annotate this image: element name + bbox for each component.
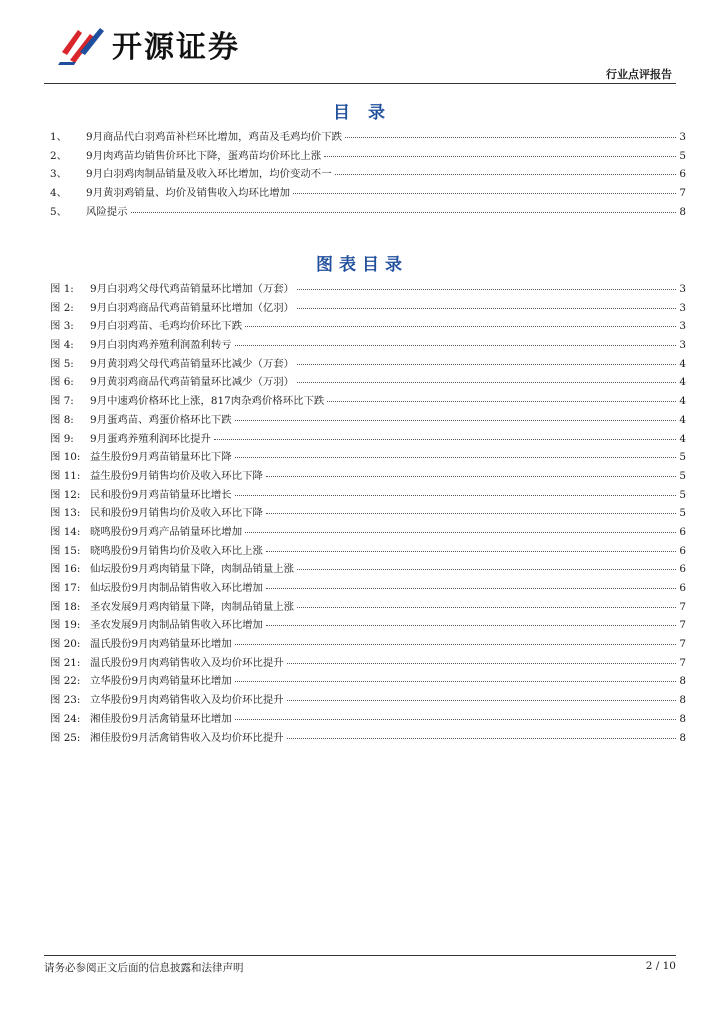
figure-entry[interactable] xyxy=(50,710,686,729)
figure-entry[interactable] xyxy=(50,336,686,355)
contents-list xyxy=(50,128,686,221)
figure-entry[interactable] xyxy=(50,280,686,299)
figure-entry-number: 图 7: xyxy=(50,395,74,408)
figure-entry[interactable] xyxy=(50,373,686,392)
dot-leader xyxy=(287,700,677,701)
figure-entry[interactable] xyxy=(50,299,686,318)
figure-entry-number: 图 3: xyxy=(50,320,74,333)
dot-leader xyxy=(335,174,677,175)
contents-entry-number: 3、 xyxy=(50,168,68,181)
figure-entry-number: 图 18: xyxy=(50,600,81,613)
figure-entry-page: 6 xyxy=(679,544,686,557)
figure-entry-title: 温氏股份9月肉鸡销售收入及均价环比提升 xyxy=(90,656,284,669)
dot-leader xyxy=(293,193,676,194)
contents-entry-number: 5、 xyxy=(50,205,68,218)
dot-leader xyxy=(324,156,676,157)
figure-entry-title: 仙坛股份9月肉制品销售收入环比增加 xyxy=(90,582,263,594)
figures-title: 图表目录 xyxy=(316,255,408,275)
figure-entry-page: 7 xyxy=(679,619,686,632)
dot-leader xyxy=(297,569,676,570)
contents-entry[interactable] xyxy=(50,184,686,203)
figure-entry-title: 湘佳股份9月活禽销量环比增加 xyxy=(90,712,232,725)
figure-entry-number: 图 20: xyxy=(50,638,81,651)
figure-entry-number: 图 16: xyxy=(50,563,81,576)
figure-entry-page: 6 xyxy=(679,582,686,594)
figure-entry[interactable] xyxy=(50,486,686,505)
contents-entry[interactable] xyxy=(50,203,686,222)
figure-entry-number: 图 15: xyxy=(50,544,81,557)
contents-entry-page: 6 xyxy=(679,168,686,181)
dot-leader xyxy=(245,532,676,533)
figure-entry-page: 7 xyxy=(679,638,686,651)
figures-list xyxy=(50,280,686,747)
figure-entry-title: 9月黄羽鸡商品代鸡苗销量环比减少（万羽） xyxy=(90,376,295,389)
figure-entry-title: 民和股份9月鸡苗销量环比增长 xyxy=(90,488,232,501)
figure-entry[interactable] xyxy=(50,560,686,579)
figure-entry-title: 9月白羽鸡商品代鸡苗销量环比增加（亿羽） xyxy=(90,301,295,314)
figure-entry-number: 图 14: xyxy=(50,525,81,538)
figure-entry-title: 9月白羽鸡父母代鸡苗销量环比增加（万套） xyxy=(90,283,295,295)
dot-leader xyxy=(297,289,676,290)
figure-entry-page: 8 xyxy=(679,675,686,688)
figure-entry-page: 4 xyxy=(679,395,686,408)
dot-leader xyxy=(345,137,676,138)
dot-leader xyxy=(235,457,677,458)
contents-entry-page: 3 xyxy=(679,131,686,143)
figure-entry-title: 9月白羽肉鸡养殖利润盈利转亏 xyxy=(90,339,232,352)
contents-entry-page: 7 xyxy=(679,187,686,200)
figure-entry-page: 4 xyxy=(679,357,686,370)
figure-entry-number: 图 1: xyxy=(50,283,74,295)
dot-leader xyxy=(297,364,676,365)
figure-entry-page: 7 xyxy=(679,600,686,613)
figure-entry-page: 8 xyxy=(679,731,686,744)
dot-leader xyxy=(235,719,677,720)
dot-leader xyxy=(327,401,676,402)
figure-entry-title: 9月中速鸡价格环比上涨，817肉杂鸡价格环比下跌 xyxy=(90,395,325,408)
figure-entry-number: 图 2: xyxy=(50,301,74,314)
figure-entry-title: 益生股份9月销售均价及收入环比下降 xyxy=(90,469,263,482)
footer-divider xyxy=(44,955,676,956)
contents-entry[interactable] xyxy=(50,147,686,166)
figure-entry[interactable] xyxy=(50,430,686,449)
figure-entry-number: 图 4: xyxy=(50,339,74,352)
figure-entry-number: 图 21: xyxy=(50,656,81,669)
report-type-label: 行业点评报告 xyxy=(606,68,672,81)
figure-entry-title: 晓鸣股份9月销售均价及收入环比上涨 xyxy=(90,544,263,557)
figure-entry-title: 立华股份9月肉鸡销量环比增加 xyxy=(90,675,232,688)
contents-entry-title: 9月肉鸡苗均销售价环比下降，蛋鸡苗均价环比上涨 xyxy=(86,149,322,162)
contents-title: 目 录 xyxy=(333,103,391,123)
figure-entry-title: 9月白羽鸡苗、毛鸡均价环比下跌 xyxy=(90,320,243,333)
figure-entry-title: 9月黄羽鸡父母代鸡苗销量环比减少（万套） xyxy=(90,357,295,370)
figure-entry-page: 4 xyxy=(679,376,686,389)
contents-entry-title: 9月黄羽鸡销量、均价及销售收入均环比增加 xyxy=(86,187,291,200)
contents-entry-title: 风险提示 xyxy=(86,205,128,218)
dot-leader xyxy=(266,625,677,626)
figure-entry[interactable] xyxy=(50,317,686,336)
contents-entry-number: 2、 xyxy=(50,149,68,162)
figure-entry-title: 湘佳股份9月活禽销售收入及均价环比提升 xyxy=(90,731,284,744)
figure-entry[interactable] xyxy=(50,691,686,710)
figure-entry[interactable] xyxy=(50,448,686,467)
figure-entry-page: 6 xyxy=(679,525,686,538)
figure-entry[interactable] xyxy=(50,729,686,748)
figure-entry-page: 4 xyxy=(679,432,686,445)
figure-entry-page: 3 xyxy=(679,301,686,314)
contents-entry-number: 4、 xyxy=(50,187,68,200)
page-indicator: 2 / 10 xyxy=(645,960,676,972)
contents-entry[interactable] xyxy=(50,128,686,147)
figure-entry[interactable] xyxy=(50,616,686,635)
figure-entry[interactable] xyxy=(50,504,686,523)
dot-leader xyxy=(287,663,677,664)
dot-leader xyxy=(235,345,677,346)
figure-entry-page: 8 xyxy=(679,694,686,707)
figure-entry-number: 图 24: xyxy=(50,712,81,725)
contents-entry-page: 5 xyxy=(679,149,686,162)
page-header xyxy=(0,0,724,90)
figure-entry-title: 民和股份9月销售均价及收入环比下降 xyxy=(90,507,263,520)
figure-entry-page: 5 xyxy=(679,488,686,501)
figure-entry-number: 图 23: xyxy=(50,694,81,707)
figure-entry[interactable] xyxy=(50,467,686,486)
figure-entry-title: 9月蛋鸡养殖利润环比提升 xyxy=(90,432,211,445)
figure-entry[interactable] xyxy=(50,672,686,691)
figure-entry-page: 3 xyxy=(679,320,686,333)
figure-entry[interactable] xyxy=(50,355,686,374)
figure-entry-number: 图 10: xyxy=(50,451,81,464)
figure-entry[interactable] xyxy=(50,542,686,561)
figure-entry-page: 8 xyxy=(679,712,686,725)
figure-entry-number: 图 13: xyxy=(50,507,81,520)
figure-entry-number: 图 8: xyxy=(50,413,74,426)
figure-entry-number: 图 9: xyxy=(50,432,74,445)
figure-entry[interactable] xyxy=(50,579,686,598)
footer-disclaimer: 请务必参阅正文后面的信息披露和法律声明 xyxy=(44,962,244,974)
dot-leader xyxy=(297,607,676,608)
figure-entry-title: 益生股份9月鸡苗销量环比下降 xyxy=(90,451,232,464)
figure-entry[interactable] xyxy=(50,654,686,673)
figure-entry-number: 图 19: xyxy=(50,619,81,632)
dot-leader xyxy=(235,681,677,682)
figure-entry-number: 图 5: xyxy=(50,357,74,370)
contents-entry[interactable] xyxy=(50,165,686,184)
figure-entry-number: 图 17: xyxy=(50,582,81,594)
dot-leader xyxy=(266,551,677,552)
dot-leader xyxy=(297,308,676,309)
figure-entry[interactable] xyxy=(50,635,686,654)
figure-entry-title: 立华股份9月肉鸡销售收入及均价环比提升 xyxy=(90,694,284,707)
logo-text: 开源证券 xyxy=(112,30,240,65)
figure-entry-page: 3 xyxy=(679,339,686,352)
dot-leader xyxy=(266,588,677,589)
dot-leader xyxy=(287,738,677,739)
dot-leader xyxy=(214,439,676,440)
figure-entry[interactable] xyxy=(50,523,686,542)
figure-entry-page: 4 xyxy=(679,413,686,426)
figure-entry-number: 图 25: xyxy=(50,731,81,744)
contents-entry-title: 9月商品代白羽鸡苗补栏环比增加，鸡苗及毛鸡均价下跌 xyxy=(86,131,342,143)
figure-entry[interactable] xyxy=(50,598,686,617)
company-logo xyxy=(56,22,240,66)
figure-entry[interactable] xyxy=(50,411,686,430)
dot-leader xyxy=(266,476,677,477)
figure-entry-page: 3 xyxy=(679,283,686,295)
figure-entry-page: 5 xyxy=(679,451,686,464)
contents-entry-title: 9月白羽鸡肉制品销量及收入环比增加，均价变动不一 xyxy=(86,168,332,181)
contents-entry-page: 8 xyxy=(679,205,686,218)
figure-entry-page: 6 xyxy=(679,563,686,576)
dot-leader xyxy=(235,644,677,645)
dot-leader xyxy=(266,513,677,514)
dot-leader xyxy=(131,212,677,213)
figure-entry-title: 圣农发展9月肉制品销售收入环比增加 xyxy=(90,619,263,632)
figure-entry-number: 图 22: xyxy=(50,675,81,688)
logo-mark-icon xyxy=(56,22,108,66)
figure-entry-title: 9月蛋鸡苗、鸡蛋价格环比下跌 xyxy=(90,413,232,426)
dot-leader xyxy=(245,326,676,327)
figure-entry-title: 晓鸣股份9月鸡产品销量环比增加 xyxy=(90,525,243,538)
contents-entry-number: 1、 xyxy=(50,131,68,143)
figure-entry-title: 温氏股份9月肉鸡销量环比增加 xyxy=(90,638,232,651)
figure-entry-page: 5 xyxy=(679,507,686,520)
dot-leader xyxy=(235,420,677,421)
figure-entry-title: 仙坛股份9月鸡肉销量下降，肉制品销量上涨 xyxy=(90,563,295,576)
header-divider xyxy=(44,83,676,84)
dot-leader xyxy=(235,495,677,496)
figure-entry-page: 7 xyxy=(679,656,686,669)
figure-entry-number: 图 6: xyxy=(50,376,74,389)
figure-entry[interactable] xyxy=(50,392,686,411)
figure-entry-number: 图 12: xyxy=(50,488,81,501)
dot-leader xyxy=(297,382,676,383)
figure-entry-number: 图 11: xyxy=(50,469,81,482)
figure-entry-page: 5 xyxy=(679,469,686,482)
figure-entry-title: 圣农发展9月鸡肉销量下降，肉制品销量上涨 xyxy=(90,600,295,613)
